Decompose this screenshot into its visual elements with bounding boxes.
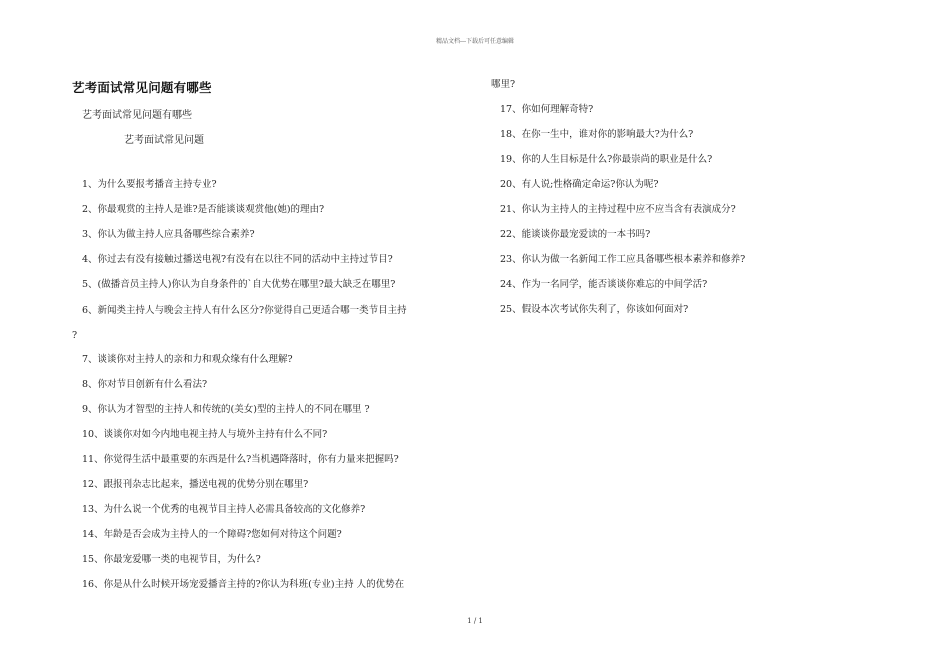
question-line: 5、(做播音员主持人)你认为自身条件的`自大优势在哪里?最大缺乏在哪里? <box>82 279 396 290</box>
page-title: 艺考面试常见问题有哪些 <box>72 80 212 95</box>
question-line: 24、作为一名同学，能否谈谈你难忘的中间学活? <box>500 279 708 290</box>
question-line: 22、能谈谈你最宠爱读的一本书吗? <box>500 229 651 240</box>
question-line: 3、你认为做主持人应具备哪些综合素养? <box>82 229 255 240</box>
question-line: 哪里? <box>491 79 516 90</box>
question-line: 13、为什么说一个优秀的电视节目主持人必需具备较高的文化修养? <box>82 504 366 515</box>
question-line: 7、谈谈你对主持人的亲和力和观众缘有什么理解? <box>82 354 293 365</box>
question-line: 1、为什么要报考播音主持专业? <box>82 179 217 190</box>
question-line: 4、你过去有没有接触过播送电视?有没有在以往不同的活动中主持过节目? <box>82 254 393 265</box>
question-line: 16、你是从什么时候开场宠爱播音主持的?你认为科班(专业)主持 人的优势在 <box>82 579 405 590</box>
page-header: 精品文档---下载后可任意编辑 <box>435 38 515 45</box>
question-line: 19、你的人生目标是什么?你最崇尚的职业是什么? <box>500 154 713 165</box>
question-line: 9、你认为才智型的主持人和传统的(美女)型的主持人的不同在哪里 ? <box>82 404 370 415</box>
question-line: 21、你认为主持人的主持过程中应不应当含有表演成分? <box>500 204 736 215</box>
question-line: 20、有人说;性格确定命运?你认为呢? <box>500 179 659 190</box>
question-line: 18、在你一生中，谁对你的影响最大?为什么? <box>500 129 694 140</box>
question-line: 14、年龄是否会成为主持人的一个障碍?您如何对待这个问题? <box>82 529 342 540</box>
question-line: 17、你如何理解奇特? <box>500 104 594 115</box>
page-number: 1 / 1 <box>467 617 483 625</box>
question-line: 15、你最宠爱哪一类的电视节目，为什么? <box>82 554 261 565</box>
question-line: ? <box>72 330 78 341</box>
question-line: 2、你最观赏的主持人是谁?是否能谈谈观赏他(她)的理由? <box>82 204 325 215</box>
question-line: 8、你对节目创新有什么看法? <box>82 379 208 390</box>
question-line: 6、新闻类主持人与晚会主持人有什么区分?你觉得自己更适合哪一类节目主持 <box>82 305 407 316</box>
question-line: 25、假设本次考试你失利了，你该如何面对? <box>500 304 689 315</box>
section-heading: 艺考面试常见问题 <box>124 135 204 146</box>
question-line: 12、跟报刊杂志比起来，播送电视的优势分别在哪里? <box>82 479 309 490</box>
subtitle: 艺考面试常见问题有哪些 <box>82 110 192 121</box>
question-line: 11、你觉得生活中最重要的东西是什么?当机遇降落时，你有力量来把握吗? <box>82 454 399 465</box>
question-line: 10、谈谈你对如今内地电视主持人与境外主持有什么不同? <box>82 429 328 440</box>
question-line: 23、你认为做一名新闻工作工应具备哪些根本素养和修养? <box>500 254 746 265</box>
